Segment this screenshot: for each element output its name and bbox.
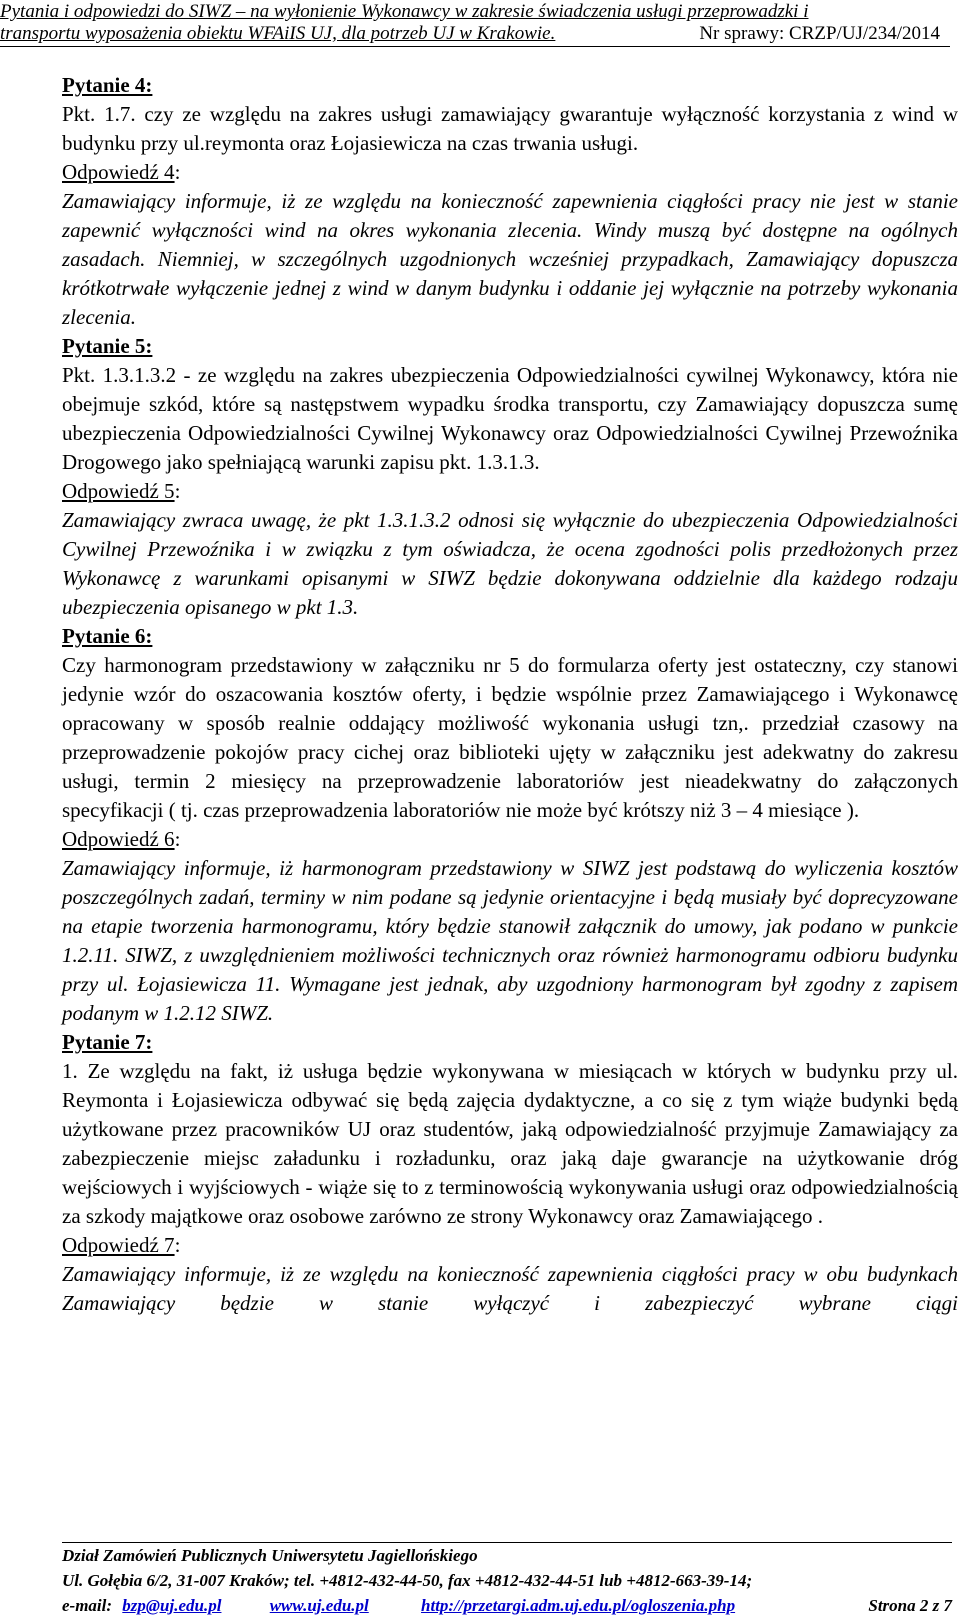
tenders-link[interactable]: http://przetargi.adm.uj.edu.pl/ogloszenia.php bbox=[421, 1596, 736, 1615]
page-footer bbox=[62, 1542, 952, 1617]
question-5-heading: Pytanie 5: bbox=[62, 334, 153, 358]
footer-organization: Dział Zamówień Publicznych Uniwersytetu Jagiellońskiego bbox=[62, 1546, 478, 1565]
answer-7-label: Odpowiedź 7 bbox=[62, 1233, 175, 1257]
website-link[interactable]: www.uj.edu.pl bbox=[269, 1596, 369, 1615]
answer-4-heading: Odpowiedź 4: bbox=[62, 160, 181, 184]
question-4-text: Pkt. 1.7. czy ze względu na zakres usługi zamawiający gwarantuje wyłączność korzystania z wind w budynku przy ul.reymonta oraz Łojasiewicza na czas trwania usługi. bbox=[62, 102, 958, 155]
footer-address: Ul. Gołębia 6/2, 31-007 Kraków; tel. +4812-432-44-50, fax +4812-432-44-51 lub +4812-663-39-14; bbox=[62, 1571, 753, 1590]
answer-6-label: Odpowiedź 6 bbox=[62, 827, 175, 851]
header-title-line: Pytania i odpowiedzi do SIWZ – na wyłonienie Wykonawcy w zakresie świadczenia usługi przeprowadzki i bbox=[0, 1, 809, 22]
question-5-text: Pkt. 1.3.1.3.2 - ze względu na zakres ubezpieczenia Odpowiedzialności cywilnej Wykonawcy, która nie obejmuje szkód, które są następstwem wypadku środka transportu, czy Zamawiający dopuszcza sumę ubezpieczenia Odpowiedzialności Cywilnej Wykonawcy oraz Odpowiedzialności Cywilnej Przewoźnika Drogowego jako spełniającą warunki zapisu pkt. 1.3.1.3. bbox=[62, 363, 958, 474]
answer-7-text: Zamawiający informuje, iż ze względu na konieczność zapewnienia ciągłości pracy w obu budynkach Zamawiający będzie w stanie wyłączyć i zabezpieczyć wybrane ciągi bbox=[62, 1262, 958, 1315]
email-link[interactable]: bzp@uj.edu.pl bbox=[122, 1596, 222, 1615]
header-title-continuation: transportu wyposażenia obiektu WFAiIS UJ, dla potrzeb UJ w Krakowie. bbox=[0, 23, 556, 44]
question-7-text: 1. Ze względu na fakt, iż usługa będzie wykonywana w miesiącach w których w budynku przy ul. Reymonta i Łojasiewicza odbywać się będą zajęcia dydaktyczne, a co się z tym wiąże budynki będą użytkowane przez pracowników UJ oraz studentów, jaką odpowiedzialność przyjmuje Zamawiający za zabezpieczenie miejsc załadunku i rozładunku, oraz jaką daje gwarancje na użytkowanie dróg wejściowych i wyjściowych - wiąże się to z terminowością wykonywania usługi oraz odpowiedzialnością za szkody majątkowe oraz osobowe zarówno ze strony Wykonawcy oraz Zamawiającego . bbox=[62, 1059, 958, 1228]
case-number: Nr sprawy: CRZP/UJ/234/2014 bbox=[699, 23, 940, 44]
page-number: Strona 2 z 7 bbox=[868, 1596, 952, 1615]
question-4-heading: Pytanie 4: bbox=[62, 73, 153, 97]
document-body bbox=[62, 71, 958, 1318]
question-7-heading: Pytanie 7: bbox=[62, 1030, 153, 1054]
answer-7-heading: Odpowiedź 7: bbox=[62, 1233, 181, 1257]
email-label: e-mail: bbox=[62, 1596, 113, 1615]
footer-links bbox=[62, 1593, 952, 1617]
answer-5-label: Odpowiedź 5 bbox=[62, 479, 175, 503]
answer-6-text: Zamawiający informuje, iż harmonogram przedstawiony w SIWZ jest podstawą do wyliczenia kosztów poszczególnych zadań, terminy w nim podane są jedynie orientacyjne i będą musiały być doprecyzowane na etapie tworzenia harmonogramu, który będzie stanowił załącznik do umowy, jak podano w punkcie 1.2.11. SIWZ, z uwzględnieniem możliwości technicznych oraz również harmonogramu odbioru budynku przy ul. Łojasiewicza 11. Wymagane jest jednak, aby uzgodniony harmonogram był zgodny z zapisem podanym w 1.2.12 SIWZ. bbox=[62, 856, 958, 1025]
page-header bbox=[0, 0, 950, 47]
answer-6-heading: Odpowiedź 6: bbox=[62, 827, 181, 851]
question-6-text: Czy harmonogram przedstawiony w załączniku nr 5 do formularza oferty jest ostateczny, czy stanowi jedynie wzór do oszacowania kosztów oferty, i będzie wspólnie przez Zamawiającego i Wykonawcę opracowany w sposób realnie oddający możliwość wykonania usługi tzn,. przedział czasowy na przeprowadzenie pokojów pracy cichej oraz biblioteki ujęty w załączniku jest adekwatny do zakresu usługi, termin 2 miesięcy na przeprowadzenie laboratoriów jest nieadekwatny do załączonych specyfikacji ( tj. czas przeprowadzenia laboratoriów nie może być krótszy niż 3 – 4 miesiące ). bbox=[62, 653, 958, 822]
answer-5-heading: Odpowiedź 5: bbox=[62, 479, 181, 503]
question-6-heading: Pytanie 6: bbox=[62, 624, 153, 648]
answer-4-label: Odpowiedź 4 bbox=[62, 160, 175, 184]
header-second-line bbox=[0, 22, 950, 46]
answer-4-text: Zamawiający informuje, iż ze względu na konieczność zapewnienia ciągłości pracy nie jest w stanie zapewnić wyłączności wind na okres wykonania zlecenia. Windy muszą być dostępne na ogólnych zasadach. Niemniej, w szczególnych uzgodnionych wcześniej przypadkach, Zamawiający dopuszcza krótkotrwałe wyłączenie jednej z wind w danym budynku i oddanie jej wyłącznie na potrzeby wykonania zlecenia. bbox=[62, 189, 958, 329]
answer-5-text: Zamawiający zwraca uwagę, że pkt 1.3.1.3.2 odnosi się wyłącznie do ubezpieczenia Odpowiedzialności Cywilnej Przewoźnika i w związku z tym oświadcza, że ocena zgodności polis przedłożonych przez Wykonawcę z warunkami opisanymi w SIWZ będzie dokonywana oddzielnie dla każdego rodzaju ubezpieczenia opisanego w pkt 1.3. bbox=[62, 508, 958, 619]
